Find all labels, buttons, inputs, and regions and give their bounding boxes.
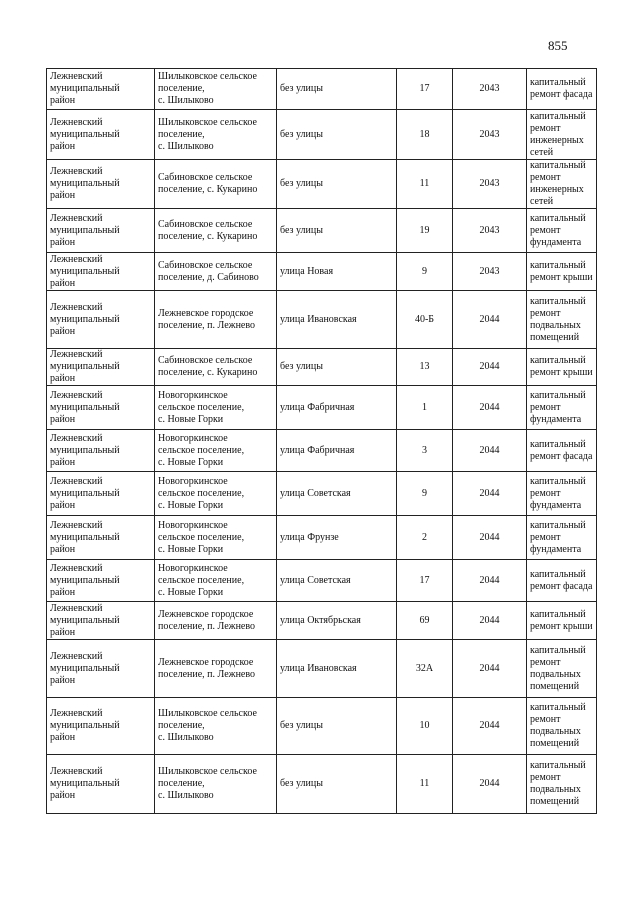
district-cell: [47, 253, 155, 291]
district-cell: [47, 516, 155, 560]
district-cell: [47, 349, 155, 386]
district-cell: [47, 110, 155, 160]
work-type-cell: [527, 602, 597, 640]
settlement-cell-text: Сабиновское сельское поселение, д. Сабиново: [158, 259, 259, 283]
settlement-cell: [155, 698, 277, 755]
settlement-cell-text: Новогоркинское сельское поселение, с. Новые Горки: [158, 389, 245, 425]
district-cell-text: Лежневский муниципальный район: [50, 562, 120, 598]
settlement-cell-text: Новогоркинское сельское поселение, с. Новые Горки: [158, 432, 245, 468]
street-cell-text: без улицы: [280, 720, 323, 731]
settlement-cell: [155, 472, 277, 516]
district-cell-text: Лежневский муниципальный район: [50, 253, 120, 289]
house-number-cell-text: 18: [419, 128, 430, 140]
district-cell: [47, 472, 155, 516]
street-cell: [277, 698, 397, 755]
street-cell: [277, 349, 397, 386]
table-row: [47, 349, 597, 386]
work-type-cell-text: капитальный ремонт подвальных помещений: [530, 295, 586, 343]
street-cell: [277, 560, 397, 602]
work-type-cell-text: капитальный ремонт крыши: [530, 608, 593, 632]
district-cell: [47, 560, 155, 602]
district-cell: [47, 755, 155, 814]
table-row: [47, 110, 597, 160]
district-cell: [47, 291, 155, 349]
table-row: [47, 698, 597, 755]
district-cell-text: Лежневский муниципальный район: [50, 116, 120, 152]
work-type-cell: [527, 386, 597, 430]
work-type-cell: [527, 472, 597, 516]
work-type-cell-text: капитальный ремонт подвальных помещений: [530, 760, 586, 807]
street-cell-text: улица Советская: [280, 574, 351, 586]
house-number-cell: [397, 472, 453, 516]
street-cell-text: без улицы: [280, 361, 323, 372]
settlement-cell: [155, 560, 277, 602]
settlement-cell: [155, 160, 277, 209]
work-type-cell-text: капитальный ремонт фасада: [530, 77, 593, 100]
house-number-cell-text: 1: [422, 401, 427, 413]
street-cell-text: без улицы: [280, 83, 323, 94]
street-cell-text: улица Новая: [280, 265, 334, 277]
district-cell-text: Лежневский муниципальный район: [50, 650, 120, 686]
year-cell: [453, 349, 527, 386]
work-type-cell: [527, 160, 597, 209]
settlement-cell-text: Сабиновское сельское поселение, с. Кукарино: [158, 355, 258, 378]
street-cell-text: улица Октябрьская: [280, 614, 361, 626]
street-cell-text: улица Фрунзе: [280, 531, 339, 543]
district-cell-text: Лежневский муниципальный район: [50, 212, 120, 248]
house-number-cell-text: 9: [422, 487, 427, 499]
work-type-cell: [527, 698, 597, 755]
work-type-cell-text: капитальный ремонт инженерных сетей: [530, 110, 586, 158]
work-type-cell: [527, 640, 597, 698]
house-number-cell: [397, 209, 453, 253]
year-cell: [453, 602, 527, 640]
year-cell: [453, 560, 527, 602]
street-cell-text: улица Ивановская: [280, 662, 357, 674]
work-type-cell: [527, 755, 597, 814]
district-cell: [47, 602, 155, 640]
year-cell: [453, 386, 527, 430]
street-cell: [277, 110, 397, 160]
year-cell-text: 2044: [479, 531, 500, 543]
work-type-cell: [527, 349, 597, 386]
district-cell: [47, 209, 155, 253]
settlement-cell-text: Новогоркинское сельское поселение, с. Новые Горки: [158, 562, 245, 598]
street-cell-text: без улицы: [280, 128, 323, 140]
table-row: [47, 253, 597, 291]
settlement-cell-text: Лежневское городское поселение, п. Лежнево: [158, 608, 256, 632]
settlement-cell: [155, 755, 277, 814]
year-cell: [453, 110, 527, 160]
house-number-cell-text: 32А: [415, 662, 434, 674]
year-cell: [453, 516, 527, 560]
street-cell-text: улица Советская: [280, 487, 351, 499]
district-cell-text: Лежневский муниципальный район: [50, 389, 120, 425]
table-row: [47, 69, 597, 110]
district-cell: [47, 430, 155, 472]
street-cell: [277, 386, 397, 430]
settlement-cell: [155, 640, 277, 698]
district-cell-text: Лежневский муниципальный район: [50, 519, 120, 555]
work-type-cell-text: капитальный ремонт фундамента: [530, 475, 586, 511]
house-number-cell-text: 17: [419, 574, 430, 586]
street-cell: [277, 291, 397, 349]
work-type-cell: [527, 430, 597, 472]
district-cell: [47, 160, 155, 209]
house-number-cell-text: 9: [422, 265, 427, 277]
street-cell-text: без улицы: [280, 778, 323, 789]
year-cell: [453, 291, 527, 349]
work-type-cell-text: капитальный ремонт крыши: [530, 355, 593, 378]
district-cell-text: Лежневский муниципальный район: [50, 602, 120, 638]
settlement-cell-text: Сабиновское сельское поселение, с. Кукарино: [158, 218, 258, 242]
table-row: [47, 430, 597, 472]
district-cell: [47, 386, 155, 430]
work-type-cell: [527, 516, 597, 560]
work-type-cell: [527, 560, 597, 602]
year-cell-text: 2044: [479, 444, 500, 456]
settlement-cell-text: Шилыковское сельское поселение, с. Шилыково: [158, 116, 257, 152]
work-type-cell-text: капитальный ремонт фасада: [530, 438, 593, 462]
table-body: [47, 69, 597, 814]
year-cell-text: 2044: [479, 662, 500, 674]
work-type-cell-text: капитальный ремонт фундамента: [530, 212, 586, 248]
settlement-cell-text: Новогоркинское сельское поселение, с. Новые Горки: [158, 519, 245, 555]
year-cell: [453, 430, 527, 472]
district-cell-text: Лежневский муниципальный район: [50, 432, 120, 468]
year-cell-text: 2043: [479, 265, 500, 277]
year-cell: [453, 253, 527, 291]
house-number-cell-text: 2: [422, 531, 427, 543]
street-cell: [277, 209, 397, 253]
street-cell: [277, 516, 397, 560]
year-cell: [453, 69, 527, 110]
year-cell-text: 2044: [479, 401, 500, 413]
street-cell: [277, 160, 397, 209]
district-cell: [47, 698, 155, 755]
settlement-cell-text: Лежневское городское поселение, п. Лежнево: [158, 656, 256, 680]
year-cell: [453, 472, 527, 516]
year-cell: [453, 640, 527, 698]
work-type-cell: [527, 209, 597, 253]
house-number-cell: [397, 160, 453, 209]
district-cell: [47, 69, 155, 110]
repair-schedule-table: [46, 68, 597, 814]
district-cell-text: Лежневский муниципальный район: [50, 71, 120, 106]
house-number-cell: [397, 386, 453, 430]
house-number-cell-text: 13: [419, 361, 430, 372]
settlement-cell: [155, 253, 277, 291]
street-cell: [277, 430, 397, 472]
settlement-cell-text: Лежневское городское поселение, п. Лежнево: [158, 307, 256, 331]
district-cell-text: Лежневский муниципальный район: [50, 766, 120, 801]
house-number-cell: [397, 698, 453, 755]
year-cell-text: 2043: [479, 178, 500, 189]
settlement-cell: [155, 430, 277, 472]
settlement-cell: [155, 209, 277, 253]
district-cell-text: Лежневский муниципальный район: [50, 301, 120, 337]
work-type-cell-text: капитальный ремонт фундамента: [530, 389, 586, 425]
house-number-cell: [397, 349, 453, 386]
work-type-cell: [527, 291, 597, 349]
work-type-cell-text: капитальный ремонт фундамента: [530, 519, 586, 555]
house-number-cell: [397, 560, 453, 602]
street-cell-text: улица Фабричная: [280, 444, 355, 456]
settlement-cell-text: Сабиновское сельское поселение, с. Кукарино: [158, 172, 258, 195]
street-cell: [277, 472, 397, 516]
settlement-cell-text: Шилыковское сельское поселение, с. Шилыково: [158, 71, 257, 106]
house-number-cell: [397, 291, 453, 349]
work-type-cell-text: капитальный ремонт подвальных помещений: [530, 702, 586, 749]
house-number-cell-text: 11: [419, 178, 430, 189]
page-number: 855: [548, 38, 568, 53]
settlement-cell-text: Шилыковское сельское поселение, с. Шилыково: [158, 766, 257, 801]
house-number-cell: [397, 755, 453, 814]
year-cell-text: 2044: [479, 614, 500, 626]
house-number-cell-text: 17: [419, 83, 430, 94]
settlement-cell: [155, 386, 277, 430]
year-cell-text: 2044: [479, 361, 500, 372]
house-number-cell: [397, 516, 453, 560]
settlement-cell: [155, 110, 277, 160]
street-cell: [277, 69, 397, 110]
year-cell: [453, 209, 527, 253]
table-row: [47, 386, 597, 430]
street-cell-text: без улицы: [280, 178, 323, 189]
street-cell: [277, 253, 397, 291]
table-row: [47, 640, 597, 698]
year-cell: [453, 698, 527, 755]
table-row: [47, 291, 597, 349]
table-row: [47, 160, 597, 209]
house-number-cell-text: 69: [419, 614, 430, 626]
table-row: [47, 209, 597, 253]
house-number-cell-text: 10: [419, 720, 430, 731]
street-cell-text: улица Ивановская: [280, 313, 357, 325]
year-cell-text: 2044: [479, 778, 500, 789]
house-number-cell: [397, 640, 453, 698]
work-type-cell-text: капитальный ремонт фасада: [530, 568, 593, 592]
work-type-cell: [527, 110, 597, 160]
year-cell-text: 2044: [479, 720, 500, 731]
year-cell-text: 2044: [479, 574, 500, 586]
year-cell: [453, 755, 527, 814]
house-number-cell-text: 40-Б: [414, 313, 435, 325]
house-number-cell: [397, 430, 453, 472]
work-type-cell-text: капитальный ремонт подвальных помещений: [530, 644, 586, 692]
house-number-cell-text: 19: [419, 224, 430, 236]
work-type-cell-text: капитальный ремонт крыши: [530, 259, 593, 283]
district-cell-text: Лежневский муниципальный район: [50, 349, 120, 384]
year-cell-text: 2043: [479, 83, 500, 94]
table-row: [47, 755, 597, 814]
house-number-cell: [397, 110, 453, 160]
district-cell-text: Лежневский муниципальный район: [50, 166, 120, 201]
work-type-cell: [527, 253, 597, 291]
street-cell-text: без улицы: [280, 224, 323, 236]
street-cell: [277, 602, 397, 640]
year-cell: [453, 160, 527, 209]
street-cell-text: улица Фабричная: [280, 401, 355, 413]
table-row: [47, 472, 597, 516]
district-cell: [47, 640, 155, 698]
table-row: [47, 560, 597, 602]
settlement-cell: [155, 349, 277, 386]
table-row: [47, 602, 597, 640]
district-cell-text: Лежневский муниципальный район: [50, 475, 120, 511]
house-number-cell: [397, 69, 453, 110]
settlement-cell: [155, 291, 277, 349]
settlement-cell-text: Новогоркинское сельское поселение, с. Новые Горки: [158, 475, 245, 511]
house-number-cell: [397, 602, 453, 640]
house-number-cell-text: 11: [419, 778, 430, 789]
work-type-cell: [527, 69, 597, 110]
year-cell-text: 2043: [479, 224, 500, 236]
house-number-cell: [397, 253, 453, 291]
settlement-cell-text: Шилыковское сельское поселение, с. Шилыково: [158, 708, 257, 743]
table-row: [47, 516, 597, 560]
work-type-cell-text: капитальный ремонт инженерных сетей: [530, 160, 586, 207]
house-number-cell-text: 3: [422, 444, 427, 456]
settlement-cell: [155, 516, 277, 560]
street-cell: [277, 755, 397, 814]
settlement-cell: [155, 602, 277, 640]
year-cell-text: 2044: [479, 313, 500, 325]
year-cell-text: 2043: [479, 128, 500, 140]
settlement-cell: [155, 69, 277, 110]
district-cell-text: Лежневский муниципальный район: [50, 708, 120, 743]
year-cell-text: 2044: [479, 487, 500, 499]
street-cell: [277, 640, 397, 698]
